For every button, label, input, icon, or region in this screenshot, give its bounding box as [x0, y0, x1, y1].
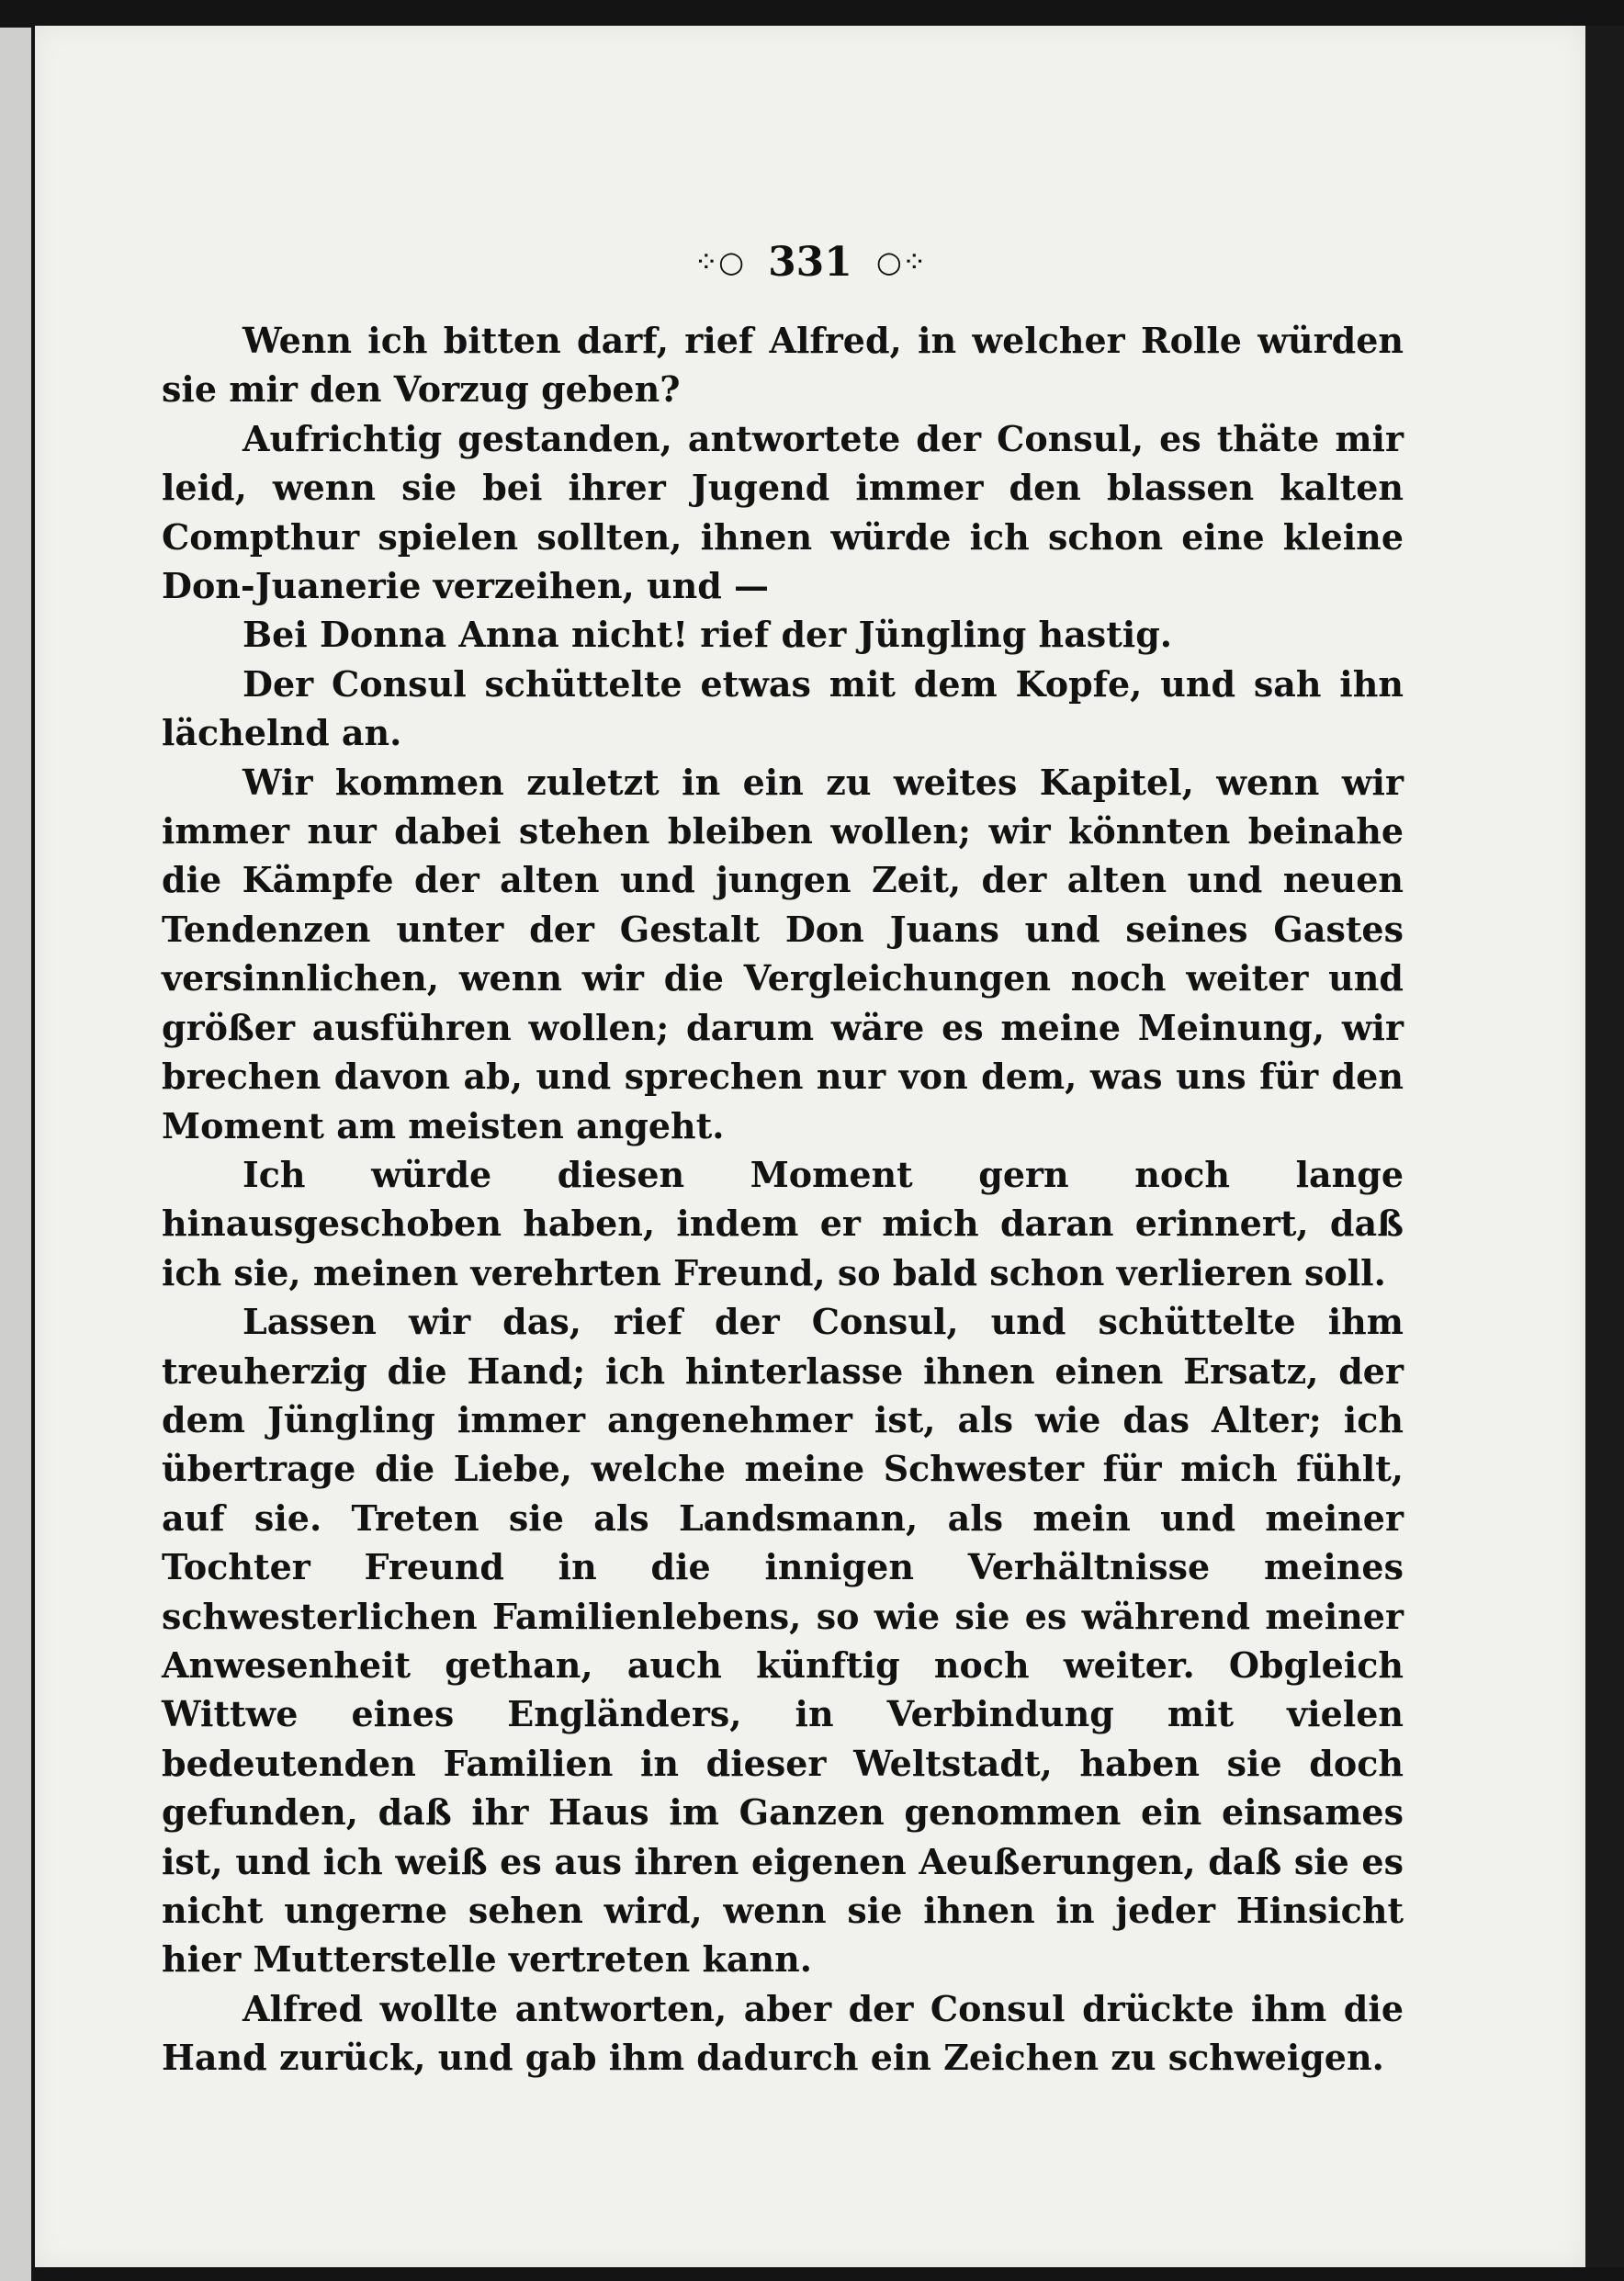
paragraph: Ich würde diesen Moment gern noch lange hinausgeschoben haben, indem er mich daran erinnert, daß ich sie, meinen verehrten Freund, so bald schon verlieren soll.: [162, 1153, 1404, 1293]
header-ornament-left: ⁘○: [694, 244, 745, 279]
paragraph: Der Consul schüttelte etwas mit dem Kopfe, und sah ihn lächelnd an.: [162, 662, 1404, 754]
paragraph: Alfred wollte antworten, aber der Consul drückte ihm die Hand zurück, und gab ihm dadurch ein Zeichen zu schweigen.: [162, 1987, 1404, 2079]
paragraph: Aufrichtig gestanden, antwortete der Consul, es thäte mir leid, wenn sie bei ihrer Jugend immer den blassen kalten Compthur spielen sollten, ihnen würde ich schon eine kleine Don-Juanerie verzeihen, und —: [162, 417, 1404, 607]
paragraph: Lassen wir das, rief der Consul, und schüttelte ihm treuherzig die Hand; ich hinterlasse ihnen einen Ersatz, der dem Jüngling immer angenehmer ist, als wie das Alter; ich übertrage die Liebe, welche meine Schwester für mich fühlt, auf sie. Treten sie als Landsmann, als mein und meiner Tochter Freund in die innigen Verhältnisse meines schwesterlichen Familienlebens, so wie sie es während meiner Anwesenheit gethan, auch künftig noch weiter. Obgleich Wittwe eines Engländers, in Verbindung mit vielen bedeutenden Familien in dieser Weltstadt, haben sie doch gefunden, daß ihr Haus im Ganzen genommen ein einsames ist, und ich weiß es aus ihren eigenen Aeußerungen, daß sie es nicht ungerne sehen wird, wenn sie ihnen in jeder Hinsicht hier Mutterstelle vertreten kann.: [162, 1301, 1404, 1981]
header-ornament-right: ○⁘: [875, 244, 927, 279]
body-text: [162, 316, 1404, 2083]
scan-right-edge: [1585, 26, 1624, 2267]
previous-page-edge: [0, 28, 31, 2281]
paragraph: Wenn ich bitten darf, rief Alfred, in welcher Rolle würden sie mir den Vorzug geben?: [162, 320, 1404, 411]
paragraph: Bei Donna Anna nicht! rief der Jüngling hastig.: [242, 614, 1172, 656]
page-number: 331: [768, 239, 852, 286]
paragraph: Wir kommen zuletzt in ein zu weites Kapitel, wenn wir immer nur dabei stehen bleiben wollen; wir könnten beinahe die Kämpfe der alten und jungen Zeit, der alten und neuen Tendenzen unter der Gestalt Don Juans und seines Gastes versinnlichen, wenn wir die Vergleichungen noch weiter und größer ausführen wollen; darum wäre es meine Meinung, wir brechen davon ab, und sprechen nur von dem, was uns für den Moment am meisten angeht.: [162, 761, 1404, 1146]
book-page: [35, 26, 1585, 2267]
page-header: [35, 239, 1585, 286]
